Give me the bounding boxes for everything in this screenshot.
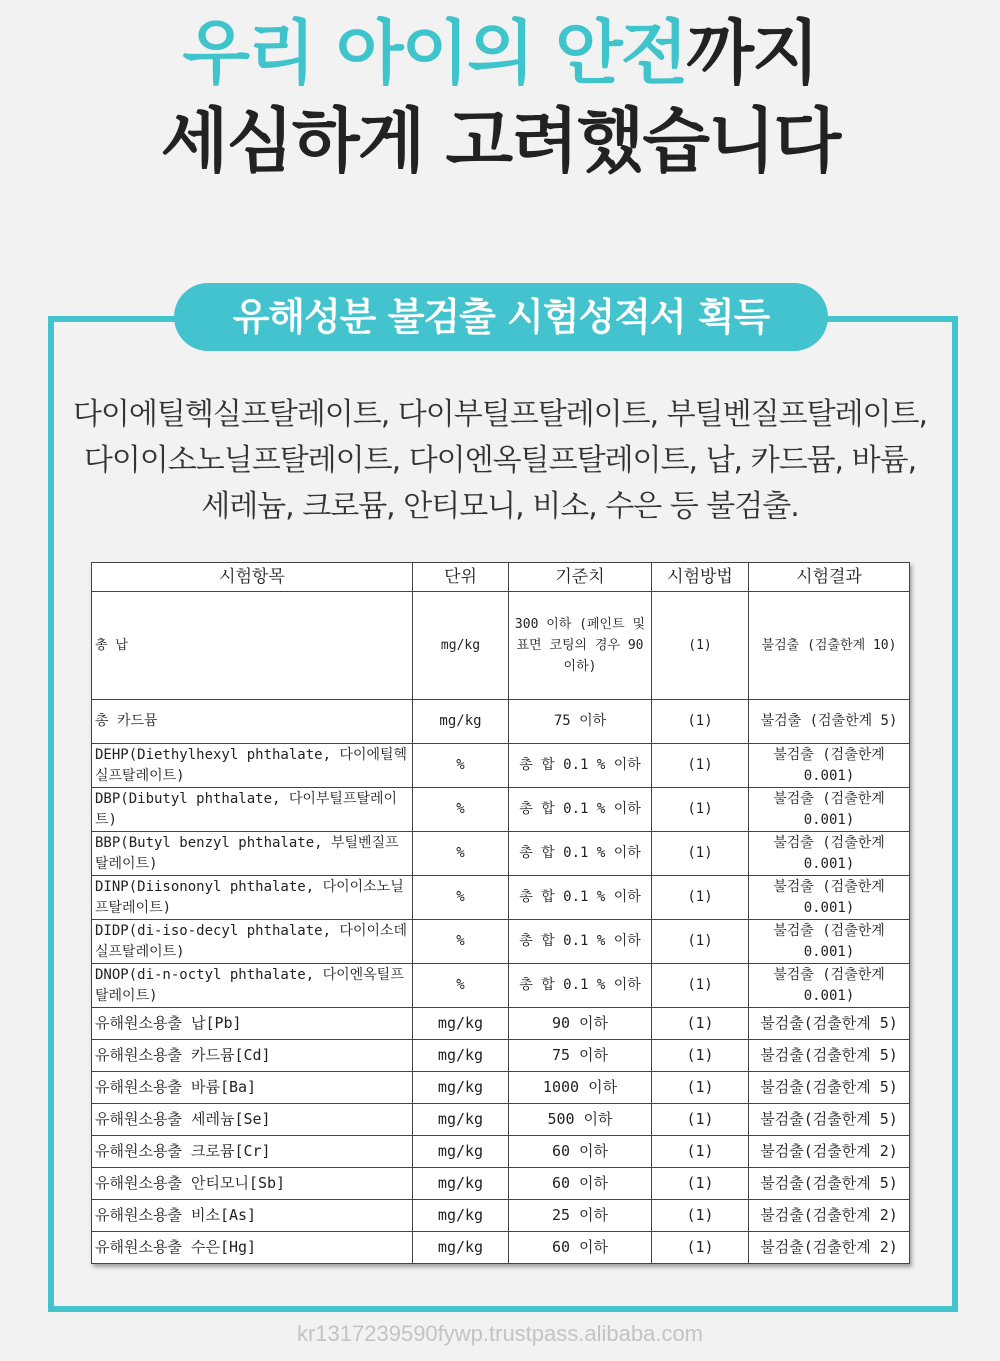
- cell-method: (1): [652, 1168, 749, 1200]
- cell-unit: %: [413, 920, 509, 964]
- cell-unit: mg/kg: [413, 1040, 509, 1072]
- header-result: 시험결과: [749, 563, 910, 592]
- cell-standard: 25 이하: [509, 1200, 652, 1232]
- cell-item: DNOP(di-n-octyl phthalate, 다이엔옥틸프탈레이트): [92, 964, 413, 1008]
- header-standard: 기준치: [509, 563, 652, 592]
- cell-result: 불검출(검출한계 5): [749, 1008, 910, 1040]
- table-row: [92, 1232, 910, 1264]
- cell-method: (1): [652, 1040, 749, 1072]
- cell-method: (1): [652, 1072, 749, 1104]
- table-header-row: [92, 563, 910, 592]
- cell-method: (1): [652, 876, 749, 920]
- table-row: [92, 1072, 910, 1104]
- cell-unit: mg/kg: [413, 1168, 509, 1200]
- cell-item: DINP(Diisononyl phthalate, 다이이소노닐프탈레이트): [92, 876, 413, 920]
- table-row: [92, 964, 910, 1008]
- cell-standard: 300 이하 (페인트 및 표면 코팅의 경우 90 이하): [509, 592, 652, 700]
- cell-item: 유해원소용출 수은[Hg]: [92, 1232, 413, 1264]
- cell-result: 불검출 (검출한계 10): [749, 592, 910, 700]
- cell-method: (1): [652, 832, 749, 876]
- cell-item: 유해원소용출 바륨[Ba]: [92, 1072, 413, 1104]
- cell-item: 유해원소용출 크로뮴[Cr]: [92, 1136, 413, 1168]
- cell-standard: 1000 이하: [509, 1072, 652, 1104]
- cell-result: 불검출(검출한계 2): [749, 1136, 910, 1168]
- headline-highlight: 우리 아이의 안전: [182, 12, 687, 94]
- cell-standard: 75 이하: [509, 700, 652, 744]
- table-row: [92, 1008, 910, 1040]
- cell-result: 불검출 (검출한계 0.001): [749, 876, 910, 920]
- cell-item: DEHP(Diethylhexyl phthalate, 다이에틸헥실프탈레이트): [92, 744, 413, 788]
- cell-result: 불검출(검출한계 5): [749, 1072, 910, 1104]
- table-row: [92, 1104, 910, 1136]
- cell-result: 불검출 (검출한계 0.001): [749, 788, 910, 832]
- cell-result: 불검출(검출한계 5): [749, 1040, 910, 1072]
- table-row: [92, 1040, 910, 1072]
- cell-standard: 총 합 0.1 % 이하: [509, 832, 652, 876]
- cell-standard: 총 합 0.1 % 이하: [509, 964, 652, 1008]
- cell-item: 총 카드뮴: [92, 700, 413, 744]
- cell-item: 유해원소용출 세레늄[Se]: [92, 1104, 413, 1136]
- headline-line-2: 세심하게 고려했습니다: [160, 100, 840, 182]
- cell-result: 불검출 (검출한계 0.001): [749, 920, 910, 964]
- cell-result: 불검출(검출한계 2): [749, 1232, 910, 1264]
- table-row: [92, 920, 910, 964]
- cell-method: (1): [652, 1232, 749, 1264]
- cell-standard: 총 합 0.1 % 이하: [509, 744, 652, 788]
- table-row: [92, 592, 910, 700]
- cell-item: DBP(Dibutyl phthalate, 다이부틸프탈레이트): [92, 788, 413, 832]
- test-results-table: [91, 562, 910, 1264]
- cell-standard: 총 합 0.1 % 이하: [509, 788, 652, 832]
- table-row: [92, 744, 910, 788]
- cell-method: (1): [652, 592, 749, 700]
- cell-standard: 75 이하: [509, 1040, 652, 1072]
- cell-unit: mg/kg: [413, 1104, 509, 1136]
- headline-suffix: 까지: [686, 12, 818, 94]
- cell-result: 불검출(검출한계 5): [749, 1168, 910, 1200]
- cell-unit: mg/kg: [413, 1072, 509, 1104]
- header-unit: 단위: [413, 563, 509, 592]
- table-row: [92, 1168, 910, 1200]
- cell-standard: 90 이하: [509, 1008, 652, 1040]
- cell-item: 총 납: [92, 592, 413, 700]
- watermark: kr1317239590fywp.trustpass.alibaba.com: [296, 1321, 704, 1346]
- cell-item: BBP(Butyl benzyl phthalate, 부틸벤질프탈레이트): [92, 832, 413, 876]
- cell-unit: mg/kg: [413, 1200, 509, 1232]
- cell-item: 유해원소용출 납[Pb]: [92, 1008, 413, 1040]
- table-row: [92, 788, 910, 832]
- cell-unit: %: [413, 876, 509, 920]
- cell-unit: %: [413, 788, 509, 832]
- cell-standard: 총 합 0.1 % 이하: [509, 920, 652, 964]
- cell-item: 유해원소용출 안티모니[Sb]: [92, 1168, 413, 1200]
- cell-result: 불검출(검출한계 2): [749, 1200, 910, 1232]
- cell-method: (1): [652, 744, 749, 788]
- cell-unit: %: [413, 744, 509, 788]
- headline-line-1: [0, 8, 1000, 98]
- cell-method: (1): [652, 700, 749, 744]
- header-method: 시험방법: [652, 563, 749, 592]
- certificate-badge: 유해성분 불검출 시험성적서 획득: [174, 283, 828, 351]
- table-row: [92, 1200, 910, 1232]
- table-row: [92, 876, 910, 920]
- table-row: [92, 700, 910, 744]
- cell-unit: mg/kg: [413, 1136, 509, 1168]
- cell-method: (1): [652, 1136, 749, 1168]
- header-item: 시험항목: [92, 563, 413, 592]
- cell-result: 불검출(검출한계 5): [749, 1104, 910, 1136]
- cell-method: (1): [652, 920, 749, 964]
- cell-item: 유해원소용출 카드뮴[Cd]: [92, 1040, 413, 1072]
- cell-unit: %: [413, 964, 509, 1008]
- cell-standard: 60 이하: [509, 1136, 652, 1168]
- cell-item: 유해원소용출 비소[As]: [92, 1200, 413, 1232]
- intro-text: [60, 392, 940, 530]
- intro-line: 세레늄, 크로뮴, 안티모니, 비소, 수은 등 불검출.: [201, 489, 799, 524]
- cell-standard: 500 이하: [509, 1104, 652, 1136]
- cell-standard: 60 이하: [509, 1232, 652, 1264]
- cell-method: (1): [652, 788, 749, 832]
- cell-result: 불검출 (검출한계 5): [749, 700, 910, 744]
- cell-unit: mg/kg: [413, 1008, 509, 1040]
- cell-standard: 총 합 0.1 % 이하: [509, 876, 652, 920]
- cell-method: (1): [652, 1008, 749, 1040]
- cell-unit: mg/kg: [413, 1232, 509, 1264]
- cell-unit: mg/kg: [413, 592, 509, 700]
- table-row: [92, 832, 910, 876]
- cell-standard: 60 이하: [509, 1168, 652, 1200]
- cell-method: (1): [652, 1104, 749, 1136]
- cell-item: DIDP(di-iso-decyl phthalate, 다이이소데실프탈레이트): [92, 920, 413, 964]
- cell-method: (1): [652, 964, 749, 1008]
- intro-line: 다이에틸헥실프탈레이트, 다이부틸프탈레이트, 부틸벤질프탈레이트,: [72, 397, 928, 432]
- cell-result: 불검출 (검출한계 0.001): [749, 832, 910, 876]
- cell-unit: mg/kg: [413, 700, 509, 744]
- cell-result: 불검출 (검출한계 0.001): [749, 964, 910, 1008]
- cell-unit: %: [413, 832, 509, 876]
- intro-line: 다이이소노닐프탈레이트, 다이엔옥틸프탈레이트, 납, 카드뮴, 바륨,: [83, 443, 917, 478]
- cell-method: (1): [652, 1200, 749, 1232]
- cell-result: 불검출 (검출한계 0.001): [749, 744, 910, 788]
- table-row: [92, 1136, 910, 1168]
